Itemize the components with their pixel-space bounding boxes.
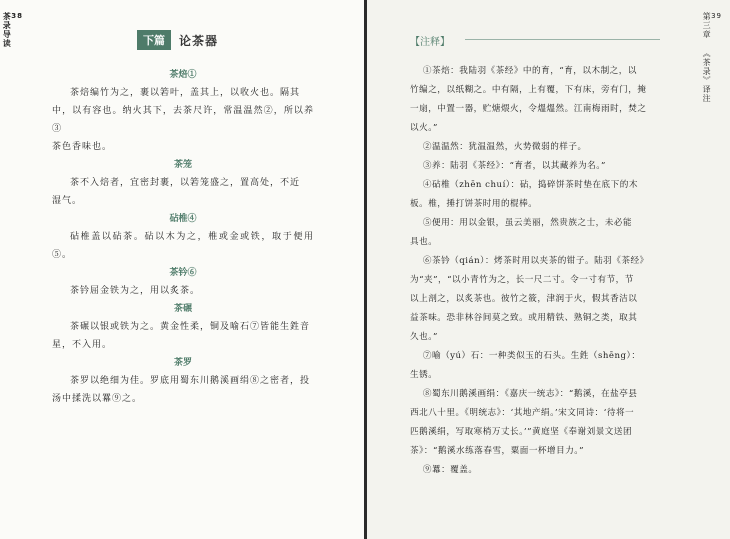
note-line: 益茶味。恐非林谷间莫之致。或用精铁、熟铜之类，取其 — [410, 313, 638, 323]
note-line: ⑨羃：覆盖。 — [422, 465, 478, 475]
note-item — [410, 62, 674, 138]
section-paragraph — [52, 282, 314, 300]
note-line: 具也。 — [410, 237, 438, 247]
paragraph-line: 茶钤屈金铁为之，用以炙茶。 — [70, 286, 201, 296]
note-line: ③养：陆羽《茶经》：“育者，以其藏养为名。” — [422, 161, 606, 171]
note-item — [410, 157, 674, 176]
note-line: 为“夹”，“以小青竹为之，长一尺二寸。令一寸有节，节 — [410, 275, 634, 285]
right-side-tab — [702, 12, 722, 103]
right-running-head: 第三章 《茶录》译注 — [702, 12, 712, 103]
paragraph-line: 中，以有容也。纳火其下，去茶尺许，常温温然②，所以养③ — [52, 106, 314, 134]
section-title: 茶钤⑥ — [169, 268, 197, 278]
paragraph-line: 星，不入用。 — [52, 340, 113, 350]
section-title: 茶罗 — [173, 358, 192, 368]
left-body — [52, 66, 314, 408]
notes-title: 【注释】 — [410, 37, 450, 48]
note-item — [410, 138, 674, 157]
left-page-number: 38 — [11, 12, 23, 20]
note-line: 生锈。 — [410, 370, 438, 380]
paragraph-line: 湿气。 — [52, 196, 83, 206]
note-item — [410, 252, 674, 347]
note-line: ⑦喻（yú）石：一种类似玉的石头。生鉎（shēng）： — [422, 351, 641, 361]
note-line: 久也。” — [410, 332, 438, 342]
section-title: 茶笼 — [173, 160, 192, 170]
section-paragraph — [52, 318, 314, 354]
chapter-heading — [137, 30, 218, 50]
left-side-tab — [2, 12, 23, 48]
note-line: ⑤便用：用以金银，虽云美丽，然贵族之士，未必能 — [422, 218, 633, 228]
right-page-number: 39 — [711, 12, 722, 20]
notes-rule — [465, 39, 660, 40]
note-line: 竹编之，以纸糊之。中有隔，上有覆，下有床，旁有门，掩 — [410, 85, 647, 95]
note-item — [410, 176, 674, 214]
note-line: 茶》：“鹅溪水练落春雪，粟面一杯增目力。” — [410, 446, 584, 456]
note-line: 西北八十里。《明统志》：‘其地产绢。’宋文同诗：‘待将一 — [410, 408, 635, 418]
section-paragraph — [52, 84, 314, 156]
note-line: 以上剖之，以炙茶也。彼竹之筱，津润于火，假其香洁以 — [410, 294, 638, 304]
note-line: ①茶焙：我陆羽《茶经》中的育，“育，以木制之，以 — [422, 66, 637, 76]
left-running-head: 茶录导读 — [2, 12, 12, 48]
note-item — [410, 385, 674, 461]
section-title: 茶碾 — [173, 304, 192, 314]
section-paragraph — [52, 372, 314, 408]
note-line: 一扇，中置一器，贮煻煨火，令熅熅然。江南梅雨时，焚之 — [410, 104, 647, 114]
note-line: 匹鹅溪绢，写取寒梢万丈长。’”黄庭坚《奉谢刘景文送团 — [410, 427, 633, 437]
note-line: ⑧蜀东川鹅溪画绢：《嘉庆一统志》：“鹅溪，在盐亭县 — [422, 389, 638, 399]
note-item — [410, 347, 674, 385]
notes-list — [410, 62, 674, 480]
paragraph-line: 茶色香味也。 — [52, 142, 113, 152]
notes-heading — [410, 30, 660, 48]
note-line: ④砧椎（zhēn chuí）：砧，捣碎饼茶时垫在底下的木 — [422, 180, 638, 190]
paragraph-line: 砧椎盖以砧茶。砧以木为之，椎或金或铁，取于便用⑤。 — [52, 232, 314, 260]
chapter-title: 论茶器 — [179, 33, 219, 48]
paragraph-line: 茶焙编竹为之，裹以箬叶，盖其上，以收火也。隔其 — [70, 88, 301, 98]
section-paragraph — [52, 228, 314, 264]
note-line: ②温温然：犹温温然，火势微弱的样子。 — [422, 142, 587, 152]
section-title: 茶焙① — [169, 70, 197, 80]
paragraph-line: 汤中揉洗以羃⑨之。 — [52, 394, 143, 404]
note-item — [410, 461, 674, 480]
note-item — [410, 214, 674, 252]
paragraph-line: 茶罗以绝细为佳。罗底用蜀东川鹅溪画绢⑧之密者，投 — [70, 376, 311, 386]
section-paragraph — [52, 174, 314, 210]
paragraph-line: 茶碾以银或铁为之。黄金性柔，铜及喻石⑦皆能生鉎音 — [70, 322, 311, 332]
section-title: 砧椎④ — [169, 214, 197, 224]
chapter-tag: 下篇 — [137, 30, 171, 50]
paragraph-line: 茶不入焙者，宜密封裹，以箬笼盛之，置高处，不近 — [70, 178, 301, 188]
note-line: 板。椎，捶打饼茶时用的棍棒。 — [410, 199, 538, 209]
note-line: 以火。” — [410, 123, 438, 133]
note-line: ⑥茶钤（qián）：烤茶时用以夹茶的钳子。陆羽《茶经》 — [422, 256, 649, 266]
